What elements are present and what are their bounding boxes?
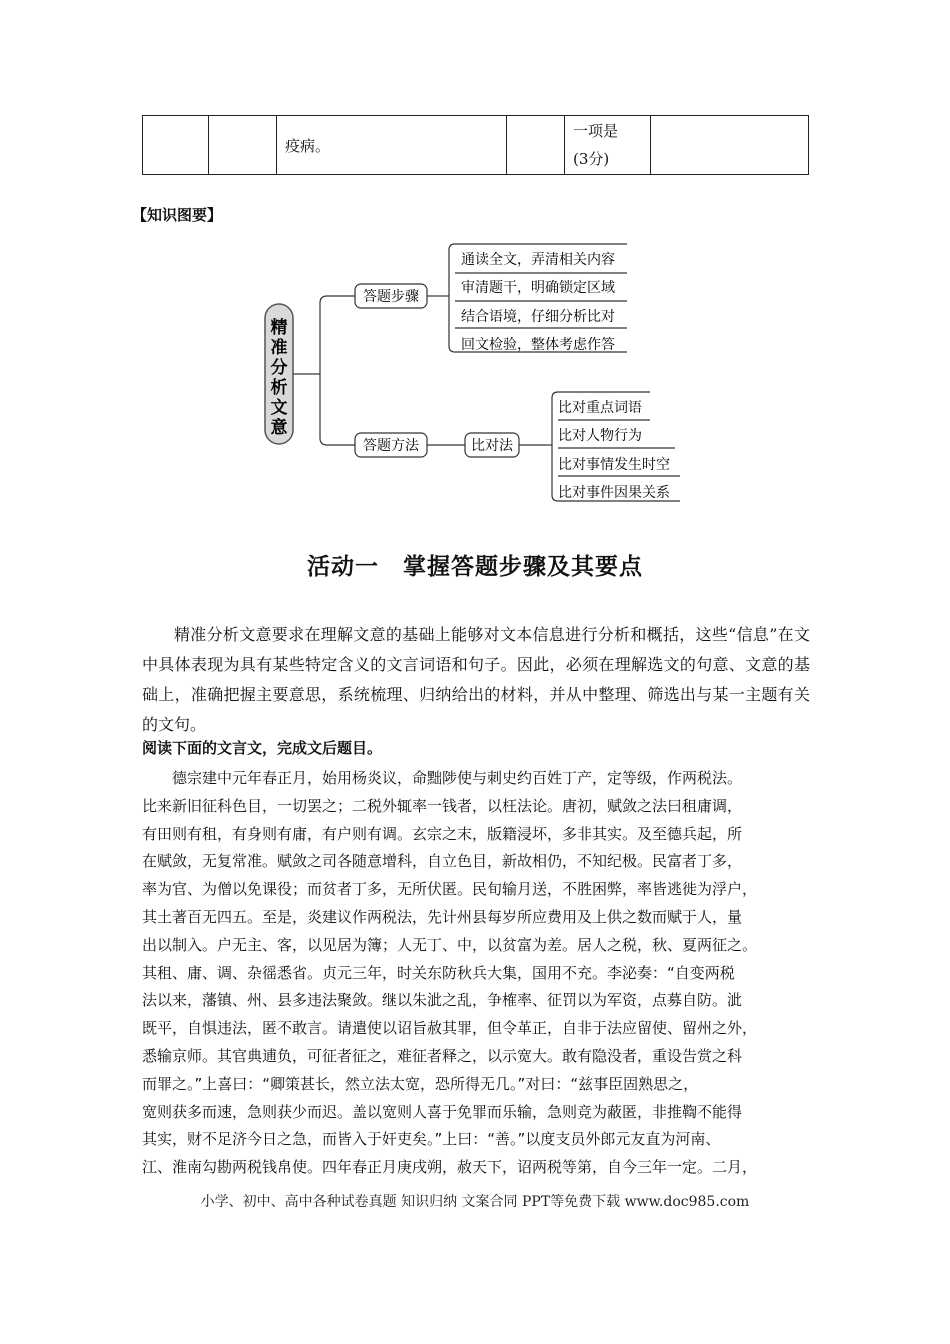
passage-line: 其土著百无四五。至是，炎建议作两税法，先计州县每岁所应费用及上供之数而赋于人，量 <box>142 907 743 926</box>
mindmap-connector-root <box>293 296 355 445</box>
sub-method-label: 比对法 <box>471 438 513 454</box>
root-char: 分 <box>270 358 288 378</box>
passage-line: 在赋敛，无复常准。赋敛之司各随意增科，自立色目，新故相仍，不知纪极。民富者丁多， <box>142 852 743 871</box>
passage-line: 既平，自惧违法，匿不敢言。请遣使以诏旨赦其罪，但令革正，自非于法应留使、留州之外， <box>142 1019 758 1038</box>
knowledge-map-label: 【知识图要】 <box>132 206 223 224</box>
compare-item: 比对人物行为 <box>558 428 642 444</box>
passage-line: 法以来，藩镇、州、县多违法聚敛。继以朱泚之乱，争榷率、征罚以为军资，点募自防。泚 <box>142 991 743 1010</box>
compare-item: 比对重点词语 <box>558 400 642 416</box>
root-char: 析 <box>270 378 288 398</box>
passage-line: 德宗建中元年春正月，始用杨炎议，命黜陟使与刺史约百姓丁产，定等级，作两税法。 <box>142 769 743 787</box>
passage-line: 出以制入。户无主、客，以见居为簿；人无丁、中，以贫富为差。居人之税，秋、夏两征之。 <box>142 935 758 954</box>
passage-line: 率为官、为僧以免课役；而贫者丁多，无所伏匿。民旬输月送，不胜困弊，率皆逃徙为浮户， <box>142 880 758 899</box>
passage-line: 宽则获多而速，急则获少而迟。盖以宽则人喜于免罪而乐输，急则竞为蔽匿，非推鞫不能得 <box>142 1102 743 1121</box>
table-cell-line: (3分) <box>573 150 610 168</box>
intro-paragraph: 精准分析文意要求在理解文意的基础上能够对文本信息进行分析和概括，这些“信息”在文中具体表现为具有某些特定含义的文言词语和句子。因此，必须在理解选文的句意、文意的基础上，准确把握主要意思，系统梳理、归纳给出的材料，并从中整理、筛选出与某一主题有关的文句。 <box>142 625 810 734</box>
passage-line: 而罪之。”上喜曰：“卿策甚长，然立法太宽，恐所得无几。”对曰：“兹事臣固熟思之， <box>142 1074 699 1093</box>
table-cell <box>143 116 209 175</box>
table-cell <box>651 116 809 175</box>
compare-item: 比对事件因果关系 <box>558 485 670 501</box>
classical-passage <box>142 765 832 1182</box>
question-table-fragment <box>142 115 809 175</box>
step-item: 结合语境，仔细分析比对 <box>461 309 615 325</box>
step-item: 通读全文，弄清相关内容 <box>461 252 615 268</box>
table-cell-line: 一项是 <box>573 122 619 140</box>
mindmap-root-label <box>271 318 288 438</box>
table-cell <box>507 116 565 175</box>
passage-line: 其租、庸、调、杂徭悉省。贞元三年，时关东防秋兵大集，国用不充。李泌奏：“自变两税 <box>142 963 735 982</box>
knowledge-mind-map <box>255 232 695 512</box>
root-char: 文 <box>270 398 288 418</box>
branch-method-label: 答题方法 <box>363 438 419 454</box>
section-title: 活动一 掌握答题步骤及其要点 <box>307 554 643 580</box>
passage-line: 比来新旧征科色目，一切罢之；二税外辄率一钱者，以枉法论。唐初，赋敛之法曰租庸调， <box>142 796 743 815</box>
passage-line: 江、淮南勾勘两税钱帛使。四年春正月庚戌朔，赦天下，诏两税等第，自今三年一定。二月， <box>142 1158 758 1177</box>
table-cell: 疫病。 <box>277 116 507 175</box>
root-char: 意 <box>270 418 288 438</box>
root-char: 准 <box>270 338 288 358</box>
passage-line: 其实，财不足济今日之急，而皆入于奸吏矣。”上曰：“善。”以度支员外郎元友直为河南、 <box>142 1130 721 1149</box>
branch-step-label: 答题步骤 <box>363 289 419 305</box>
step-item: 审清题干，明确锁定区域 <box>461 280 615 296</box>
step-item: 回文检验，整体考虑作答 <box>461 337 615 353</box>
table-cell <box>209 116 277 175</box>
compare-item: 比对事情发生时空 <box>558 457 670 473</box>
root-char: 精 <box>270 318 288 338</box>
table-cell <box>565 116 651 175</box>
reading-instruction: 阅读下面的文言文，完成文后题目。 <box>142 739 383 757</box>
passage-line: 有田则有租，有身则有庸，有户则有调。玄宗之末，版籍浸坏，多非其实。及至德兵起，所 <box>142 824 743 843</box>
page-footer: 小学、初中、高中各种试卷真题 知识归纳 文案合同 PPT等免费下载 www.doc985.com <box>200 1194 750 1210</box>
table-row <box>143 116 809 175</box>
passage-line: 悉输京师。其官典逋负，可征者征之，难征者释之，以示宽大。敢有隐没者，重设告赏之科 <box>142 1046 743 1065</box>
